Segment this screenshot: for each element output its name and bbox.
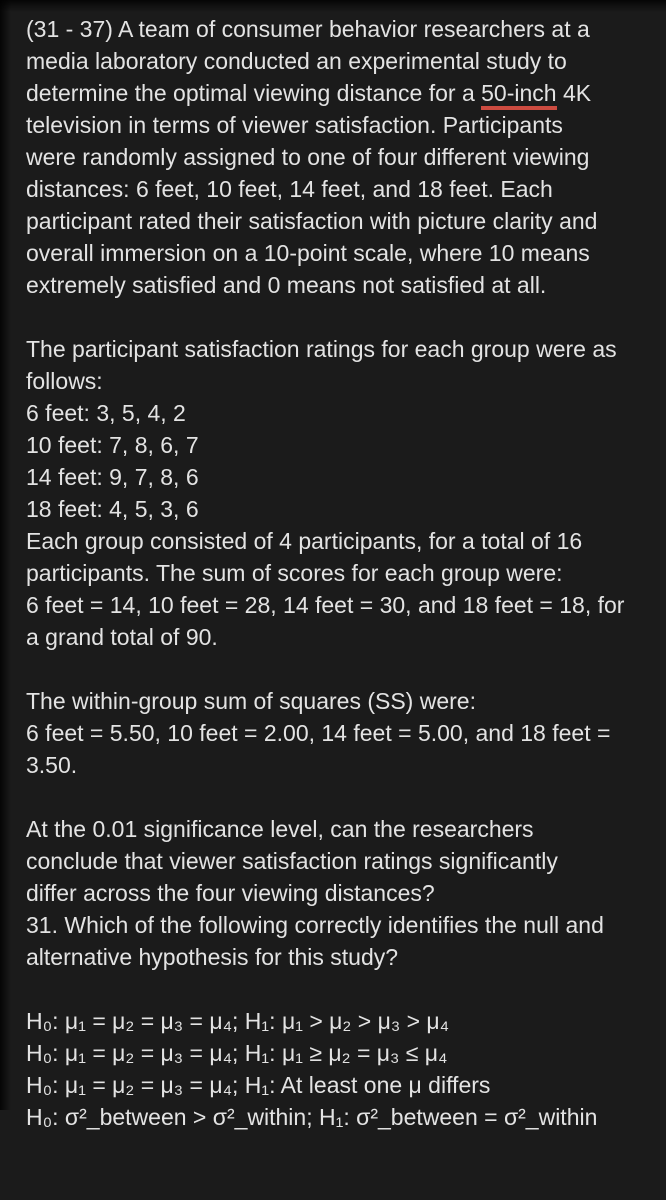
hypothesis-options-paragraph <box>26 1005 648 1133</box>
hypothesis-option-1: H₀: μ₁ = μ₂ = μ₃ = μ₄; H₁: μ₁ > μ₂ > μ₃ > μ₄ <box>26 1008 450 1034</box>
group-size-line: Each group consisted of 4 participants, for a total of 16 <box>26 528 583 554</box>
question-31-line: alternative hypothesis for this study? <box>26 944 399 970</box>
spellcheck-underlined-term: 50-inch <box>481 80 556 110</box>
rating-6-feet: 6 feet: 3, 5, 4, 2 <box>26 400 186 426</box>
intro-line: participant rated their satisfaction with picture clarity and <box>26 208 598 234</box>
ss-values-line: 6 feet = 5.50, 10 feet = 2.00, 14 feet = 5.00, and 18 feet = <box>26 720 611 746</box>
question-31-line: 31. Which of the following correctly identifies the null and <box>26 912 604 938</box>
grand-total-line: a grand total of 90. <box>26 624 218 650</box>
intro-line: overall immersion on a 10-point scale, where 10 means <box>26 240 590 266</box>
significance-question-line: conclude that viewer satisfaction ratings significantly <box>26 848 558 874</box>
intro-line-with-underline <box>26 77 648 109</box>
intro-paragraph <box>26 13 648 301</box>
intro-line: media laboratory conducted an experimental study to <box>26 48 567 74</box>
text-segment: determine the optimal viewing distance for a <box>26 80 482 106</box>
left-edge-vignette <box>0 0 11 1110</box>
group-size-line: participants. The sum of scores for each group were: <box>26 560 563 586</box>
group-sums-line: 6 feet = 14, 10 feet = 28, 14 feet = 30, and 18 feet = 18, for <box>26 592 625 618</box>
intro-line: were randomly assigned to one of four different viewing <box>26 144 590 170</box>
intro-line: television in terms of viewer satisfaction. Participants <box>26 112 563 138</box>
ss-header-line: The within-group sum of squares (SS) were: <box>26 688 476 714</box>
ratings-paragraph <box>26 333 648 653</box>
significance-question-line: At the 0.01 significance level, can the researchers <box>26 816 534 842</box>
intro-line: extremely satisfied and 0 means not satisfied at all. <box>26 272 547 298</box>
hypothesis-option-2: H₀: μ₁ = μ₂ = μ₃ = μ₄; H₁: μ₁ ≥ μ₂ = μ₃ ≤ μ₄ <box>26 1040 448 1066</box>
intro-line: (31 - 37) A team of consumer behavior researchers at a <box>26 16 590 42</box>
intro-line: distances: 6 feet, 10 feet, 14 feet, and 18 feet. Each <box>26 176 553 202</box>
hypothesis-option-4: H₀: σ²_between > σ²_within; H₁: σ²_between = σ²_within <box>26 1104 598 1130</box>
rating-14-feet: 14 feet: 9, 7, 8, 6 <box>26 464 199 490</box>
ratings-header-line: The participant satisfaction ratings for each group were as <box>26 336 617 362</box>
question-paragraph <box>26 813 648 973</box>
rating-10-feet: 10 feet: 7, 8, 6, 7 <box>26 432 199 458</box>
text-segment: 4K <box>556 80 592 106</box>
ss-values-line: 3.50. <box>26 752 78 778</box>
rating-18-feet: 18 feet: 4, 5, 3, 6 <box>26 496 199 522</box>
ratings-header-line: follows: <box>26 368 103 394</box>
within-ss-paragraph <box>26 685 648 781</box>
significance-question-line: differ across the four viewing distances? <box>26 880 435 906</box>
hypothesis-option-3: H₀: μ₁ = μ₂ = μ₃ = μ₄; H₁: At least one μ differs <box>26 1072 491 1098</box>
top-edge-vignette <box>0 0 666 12</box>
